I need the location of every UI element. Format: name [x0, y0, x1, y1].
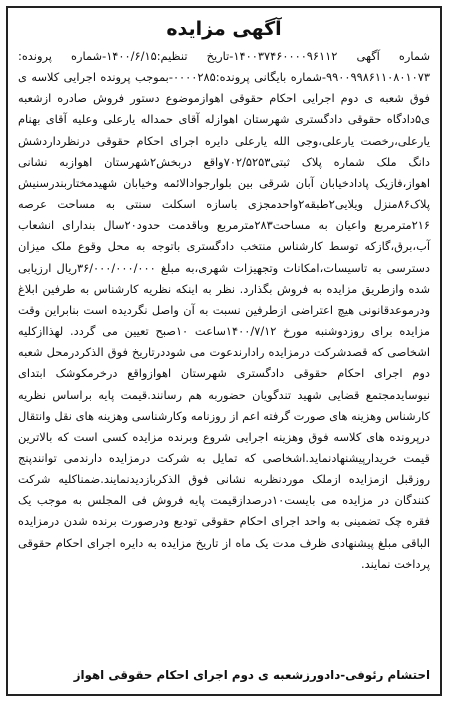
notice-body: شماره آگهی ۱۴۰۰۳۷۴۶۰۰۰۰۹۶۱۱۲-تاریخ تنظیم:۱۴۰۰/۶/۱۵-شماره پرونده: ۹۹۰۰۹۹۸۶۱۱۰۸۰۱۰۷۳-شماره بایگانی پرونده:۰۰۰۰۲۸۵-بموجب پرونده اجرایی کلاسه ی فوق شعبه ی دوم اجرایی احکام حقوقی اهوازموضوع دستور فروش صادره ازشعبه ی۵دادگاه حقوقی دادگستری شهرستان اهوازله آقای حمداله یارعلی وعلیه آقای بهنام یارعلی،رخصت یارعلی،وجی الله یارعلی دایره اجرای احکام حقوقی درنظرداردشش دانگ ملک شماره پلاک ثبتی۷۰۲/۵۲۵۳واقع دربخش۲شهرستان اهوازبه نشانی اهواز،فازیک پادادخیابان آبان شرقی بین بلوارجوادالائمه وخیابان شهیدمختاربندرسنیش پلاک۸۶منزل ویلایی۲طبقه۲واحدمجزی باسازه اسکلت سنتی به مساحت عرصه ۲۱۶مترمربع واعیان به مساحت۲۸۳مترمربع وباقدمت حدود۲۰سال بندارای انشعاب آب،برق،گازکه توسط کارشناس منتخب دادگستری باتوجه به محل وقوع ملک میزان دسترسی به تاسیسات،امکانات وتجهیزات شهری،به مبلغ ۳۶/۰۰۰/۰۰۰/۰۰۰ریال ارزیابی شده وازطریق مزایده به فروش بگذارد. نظر به اینکه نظریه کارشناس به طرفین ابلاغ ودرموعدقانونی هیچ اعتراضی ازطرفین نسبت به آن واصل نگردیده است بنابراین وقت مزایده برای روزدوشنبه مورخ ۱۴۰۰/۷/۱۲ساعت ۱۰صبح تعیین می گردد. لهذاازکلیه اشخاصی که قصدشرکت درمزایده رادارندعوت می شوددرتاریخ فوق الذکردرمحل شعبه دوم اجرای احکام حقوقی دادگستری شهرستان اهوازواقع درخرمکوشک ابتدای نیوسایدمجتمع قضایی شهید تندگویان حضوربه هم رسانند.قیمت پایه براساس نظریه کارشناس وهزینه های صورت گرفته اعم از روزنامه وکارشناسی وهزینه های نقل وانتقال درپرونده های کلاسه فوق وهزینه اجرایی شروع وبرنده مزایده کسی است که بالاترین قیمت خریدارپیشنهادنماید.اشخاصی که تمایل به شرکت درمزایده دارندمی توانندپنج روزقبل ازمزایده ازملک موردنظربه نشانی فوق الذکربازدیدنمایند.ضمناکلیه شرکت کنندگان در مزایده می بایست۱۰درصدازقیمت پایه فروش فی المجلس به موجب یک فقره چک تضمینی به واحد اجرای احکام حقوقی تودیع ودرصورت برنده شدن درمزایده الباقی مبلغ پیشنهادی ظرف مدت یک ماه از تاریخ مزایده به دایره اجرای احکام حقوقی پرداخت نمایند.	[18, 49, 430, 571]
notice-signature: احتشام رئوفی-دادورزشعبه ی دوم اجرای احکام حقوقی اهواز	[73, 668, 430, 682]
notice-title: آگهی مزایده	[166, 18, 282, 40]
notice-frame	[6, 6, 442, 696]
